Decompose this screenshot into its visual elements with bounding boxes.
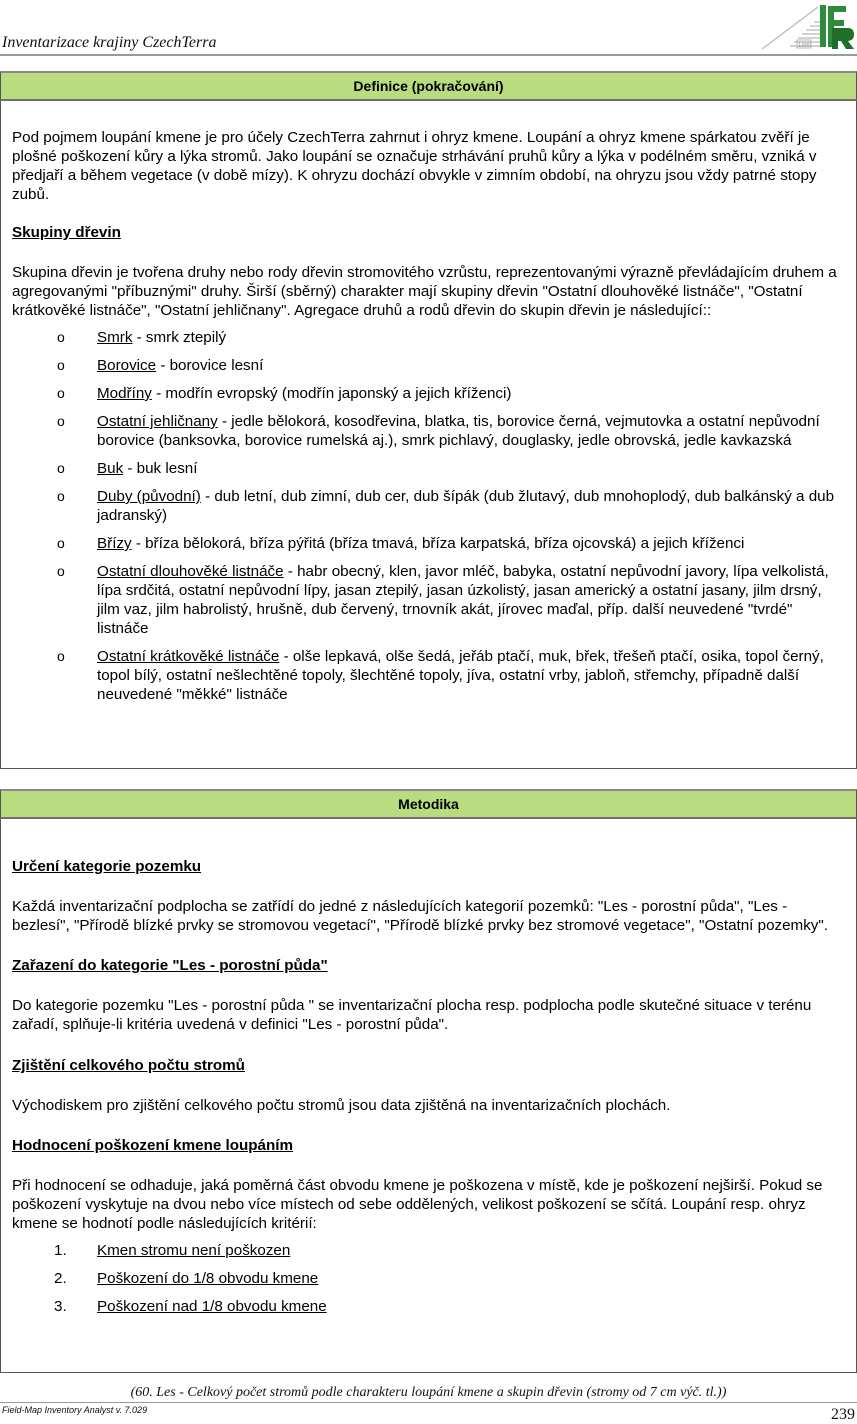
subheading-skupiny-drevin: Skupiny dřevin bbox=[12, 224, 121, 241]
list-item bbox=[12, 459, 845, 478]
page-number: 239 bbox=[831, 1406, 855, 1423]
criterion-label: Kmen stromu není poškozen bbox=[97, 1242, 291, 1259]
criterion-label: Poškození nad 1/8 obvodu kmene bbox=[97, 1298, 327, 1315]
list-item bbox=[12, 487, 845, 525]
svg-text:1990: 1990 bbox=[798, 43, 812, 49]
bullet-circle-icon: o bbox=[57, 413, 65, 429]
bullet-circle-icon: o bbox=[57, 357, 65, 373]
tree-group-list bbox=[12, 328, 845, 704]
group-term: Ostatní dlouhověké listnáče bbox=[97, 563, 284, 580]
section-title-metodika: Metodika bbox=[0, 789, 857, 819]
list-item bbox=[12, 384, 845, 403]
group-desc: - buk lesní bbox=[123, 460, 198, 477]
bullet-circle-icon: o bbox=[57, 648, 65, 664]
list-item bbox=[12, 328, 845, 347]
group-desc: - olše lepkavá, olše šedá, jeřáb ptačí, muk, břek, třešeň ptačí, osika, topol černý, topol bílý, ostatní nešlechtěné topoly, šlechtěné topoly, jíva, ostatní vrby, jabloň, střemchy, případně další neuvedené "měkké" listnáče bbox=[97, 648, 824, 703]
group-term: Břízy bbox=[97, 535, 132, 552]
list-item bbox=[12, 562, 845, 638]
bullet-circle-icon: o bbox=[57, 385, 65, 401]
zarazeni-kategorie-text: Do kategorie pozemku "Les - porostní půda " se inventarizační plocha resp. podplocha podle skutečné situace v terénu zařadí, splňuje-li kritéria uvedená v definici "Les - porostní půda". bbox=[12, 997, 812, 1033]
group-desc: - dub letní, dub zimní, dub cer, dub šípák (dub žlutavý, dub mnohoplodý, dub balkánský a dub jadranský) bbox=[97, 488, 835, 524]
group-term: Modříny bbox=[97, 385, 152, 402]
criterion-number: 2. bbox=[54, 1270, 67, 1287]
group-desc: - borovice lesní bbox=[156, 357, 264, 374]
list-item bbox=[12, 1241, 845, 1260]
group-desc: - bříza bělokorá, bříza pýřitá (bříza tmavá, bříza karpatská, bříza ojcovská) a jejich kříženci bbox=[131, 535, 745, 552]
document-title: Inventarizace krajiny CzechTerra bbox=[2, 34, 217, 51]
group-desc: - smrk ztepilý bbox=[132, 329, 227, 346]
celkovy-pocet-text: Východiskem pro zjištění celkového počtu stromů jsou data zjištěná na inventarizačních plochách. bbox=[12, 1097, 671, 1114]
subheading-zarazeni-kategorie: Zařazení do kategorie "Les - porostní půda" bbox=[12, 957, 328, 974]
section-title-definice: Definice (pokračování) bbox=[0, 71, 857, 101]
group-term: Buk bbox=[97, 460, 124, 477]
criterion-label: Poškození do 1/8 obvodu kmene bbox=[97, 1270, 319, 1287]
header-divider bbox=[0, 54, 857, 56]
ifer-logo-icon bbox=[760, 2, 854, 52]
group-term: Duby (původní) bbox=[97, 488, 201, 505]
list-item bbox=[12, 356, 845, 375]
hodnoceni-loupani-text: Při hodnocení se odhaduje, jaká poměrná část obvodu kmene je poškozena v místě, kde je poškození nejširší. Pokud se poškození vyskytuje na dvou nebo více místech od sebe oddělených, velikost poškození se sčítá. Loupání resp. ohryz kmene se hodnotí podle následujících kritérií: bbox=[12, 1177, 823, 1232]
group-desc: - jedle bělokorá, kosodřevina, blatka, tis, borovice černá, vejmutovka a ostatní nepůvodní borovice (banksovka, borovice rumelská aj.), smrk pichlavý, douglasky, jedle obrovská, jedle kavkazská bbox=[97, 413, 820, 449]
bullet-circle-icon: o bbox=[57, 329, 65, 345]
tree-groups-intro: Skupina dřevin je tvořena druhy nebo rody dřevin stromovitého vzrůstu, reprezentovanými výrazně převládajícím druhem a agregovanými "příbuznými" druhy. Širší (sběrný) charakter mají skupiny dřevin "Ostatní dlouhověké listnáče", "Ostatní krátkověké listnáče", "Ostatní jehličnany". Agregace druhů a rodů dřevin do skupin dřevin je následující:: bbox=[12, 264, 837, 319]
list-item bbox=[12, 1269, 845, 1288]
list-item bbox=[12, 534, 845, 553]
group-desc: - modřín evropský (modřín japonský a jejich kříženci) bbox=[151, 385, 512, 402]
group-desc: - habr obecný, klen, javor mléč, babyka, ostatní nepůvodní javory, lípa velkolistá, lípa srdčitá, ostatní nepůvodní lípy, jasan ztepilý, jasan úzkolistý, jasan americký a ostatní jasany, jilm drsný, jilm vaz, jilm habrolistý, hrušně, dub červený, trnovník akát, jírovec maďal, příp. další neuvedené "tvrdé" listnáče bbox=[97, 563, 829, 637]
criterion-number: 1. bbox=[54, 1242, 67, 1259]
list-item bbox=[12, 1297, 845, 1316]
bullet-circle-icon: o bbox=[57, 535, 65, 551]
subheading-hodnoceni-loupani: Hodnocení poškození kmene loupáním bbox=[12, 1137, 294, 1154]
bullet-circle-icon: o bbox=[57, 563, 65, 579]
group-term: Borovice bbox=[97, 357, 157, 374]
damage-criteria-list bbox=[12, 1241, 845, 1316]
list-item bbox=[12, 412, 845, 450]
subheading-celkovy-pocet: Zjištění celkového počtu stromů bbox=[12, 1057, 245, 1074]
app-version-label: Field-Map Inventory Analyst v. 7.029 bbox=[2, 1405, 148, 1415]
page-header bbox=[0, 0, 857, 56]
bullet-circle-icon: o bbox=[57, 460, 65, 476]
urceni-kategorie-text: Každá inventarizační podplocha se zatřídí do jedné z následujících kategorií pozemků: "Les - porostní půda", "Les - bezlesí", "Přírodě blízké prvky se stromovou vegetací", "Přírodě blízké prvky bez stromové vegetace", "Ostatní pozemky". bbox=[12, 898, 829, 934]
criterion-number: 3. bbox=[54, 1298, 67, 1315]
loupani-definition-text: Pod pojmem loupání kmene je pro účely CzechTerra zahrnut i ohryz kmene. Loupání a ohryz kmene spárkatou zvěří je plošné poškození kůry a lýka stromů. Jako loupání se označuje strhávání pruhů kůry a lýka v podélném směru, vzniká v předjaří a během vegetace (v době mízy). K ohryzu dochází obvykle v zimním období, na ohryzu jsou vždy patrné stopy zubů. bbox=[12, 129, 817, 203]
methodology-section bbox=[0, 789, 857, 1373]
list-item bbox=[12, 647, 845, 704]
table-caption: (60. Les - Celkový počet stromů podle charakteru loupání kmene a skupin dřevin (stromy od 7 cm výč. tl.)) bbox=[130, 1385, 727, 1400]
subheading-urceni-kategorie: Určení kategorie pozemku bbox=[12, 858, 202, 875]
definition-section bbox=[0, 71, 857, 769]
group-term: Smrk bbox=[97, 329, 133, 346]
footer-divider bbox=[0, 1402, 857, 1403]
bullet-circle-icon: o bbox=[57, 488, 65, 504]
group-term: Ostatní jehličnany bbox=[97, 413, 218, 430]
group-term: Ostatní krátkověké listnáče bbox=[97, 648, 280, 665]
